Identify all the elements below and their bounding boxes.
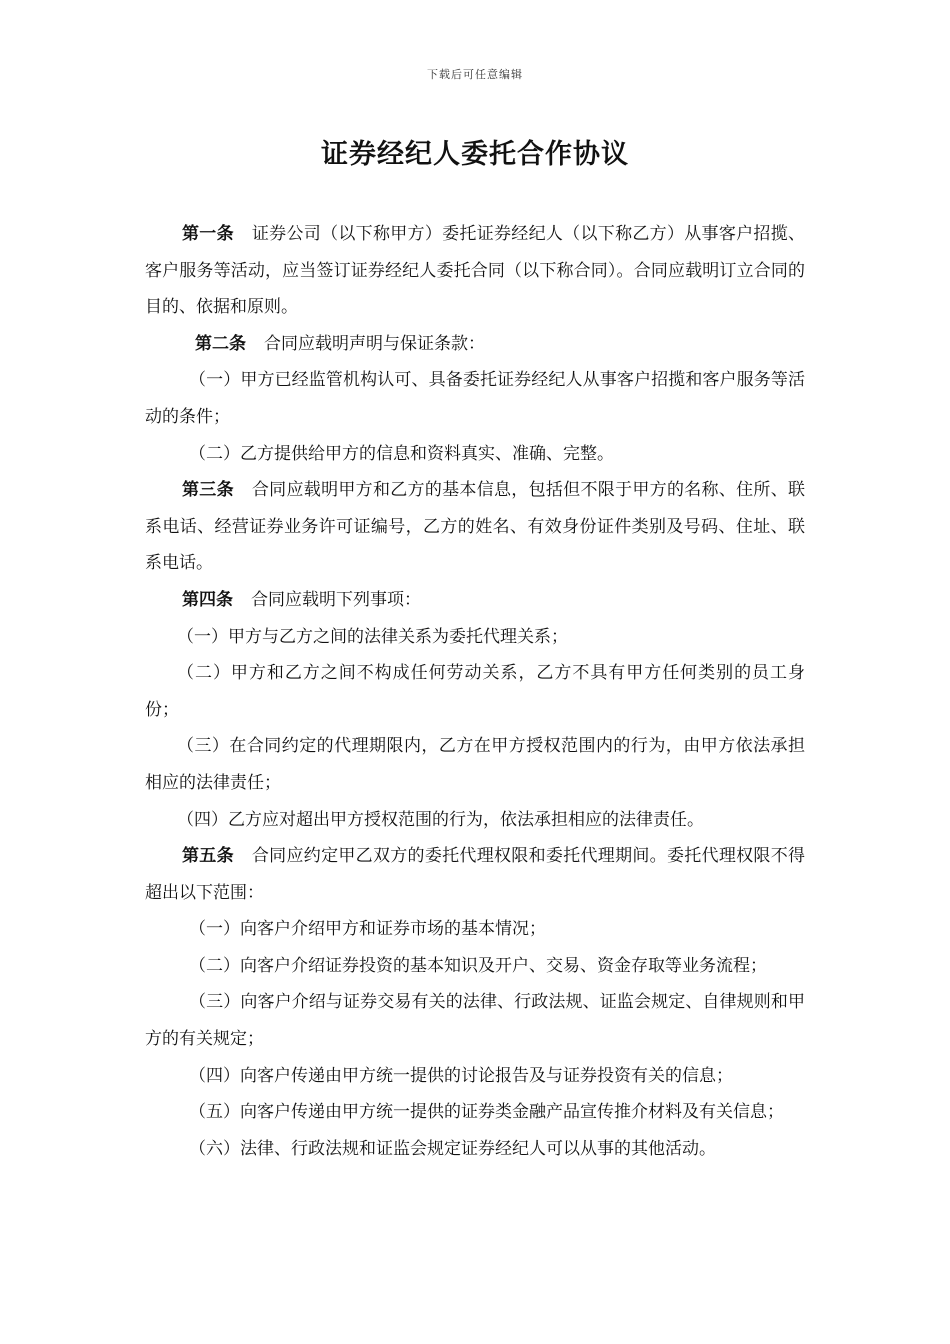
header-note: 下载后可任意编辑 xyxy=(427,68,523,81)
list-item xyxy=(145,655,805,728)
list-item xyxy=(145,948,805,985)
paragraph-text: （一）向客户介绍甲方和证券市场的基本情况； xyxy=(189,919,546,940)
article-paragraph xyxy=(145,838,805,911)
paragraph-text: （一）甲方已经监管机构认可、具备委托证券经纪人从事客户招揽和客户服务等活动的条件； xyxy=(145,370,805,427)
paragraph-text: 合同应载明下列事项： xyxy=(251,589,421,610)
paragraph-text: （三）向客户介绍与证券交易有关的法律、行政法规、证监会规定、自律规则和甲方的有关规定； xyxy=(145,992,805,1050)
article-label: 第五条 xyxy=(182,846,234,867)
document-body xyxy=(145,216,805,1167)
list-item xyxy=(145,436,805,473)
article-label: 第三条 xyxy=(182,480,234,501)
list-item xyxy=(145,1094,805,1131)
article-paragraph xyxy=(145,326,805,363)
article-label: 第一条 xyxy=(182,224,234,244)
paragraph-text: （五）向客户传递由甲方统一提供的证券类金融产品宣传推介材料及有关信息； xyxy=(189,1102,784,1123)
paragraph-text: 合同应载明甲方和乙方的基本信息，包括但不限于甲方的名称、住所、联系电话、经营证券业务许可证编号，乙方的姓名、有效身份证件类别及号码、住址、联系电话。 xyxy=(145,480,806,574)
paragraph-text: 合同应载明声明与保证条款： xyxy=(264,333,485,354)
list-item xyxy=(145,728,805,801)
list-item xyxy=(145,362,805,435)
list-item xyxy=(145,1058,805,1095)
list-item xyxy=(145,1131,805,1168)
article-paragraph xyxy=(145,582,805,619)
paragraph-text: 证券公司（以下称甲方）委托证券经纪人（以下称乙方）从事客户招揽、客户服务等活动，应当签订证券经纪人委托合同（以下称合同）。合同应载明订立合同的目的、依据和原则。 xyxy=(145,224,806,318)
document-title: 证券经纪人委托合作协议 xyxy=(321,139,629,170)
paragraph-text: （一）甲方与乙方之间的法律关系为委托代理关系； xyxy=(177,626,568,647)
article-label: 第四条 xyxy=(182,589,233,610)
paragraph-text: （二）向客户介绍证券投资的基本知识及开户、交易、资金存取等业务流程； xyxy=(189,955,767,976)
list-item xyxy=(145,984,805,1057)
paragraph-text: （四）向客户传递由甲方统一提供的讨论报告及与证券投资有关的信息； xyxy=(189,1065,733,1086)
paragraph-text: 合同应约定甲乙双方的委托代理权限和委托代理期间。委托代理权限不得超出以下范围： xyxy=(145,846,806,903)
paragraph-text: （二）乙方提供给甲方的信息和资料真实、准确、完整。 xyxy=(189,443,614,464)
list-item xyxy=(145,802,805,839)
paragraph-text: （六）法律、行政法规和证监会规定证券经纪人可以从事的其他活动。 xyxy=(189,1138,716,1159)
paragraph-text: （四）乙方应对超出甲方授权范围的行为，依法承担相应的法律责任。 xyxy=(177,809,704,830)
list-item xyxy=(145,619,805,656)
paragraph-text: （二）甲方和乙方之间不构成任何劳动关系，乙方不具有甲方任何类别的员工身份； xyxy=(145,663,805,720)
article-paragraph xyxy=(145,216,805,326)
article-label: 第二条 xyxy=(195,333,246,354)
article-paragraph xyxy=(145,472,805,582)
list-item xyxy=(145,911,805,948)
paragraph-text: （三）在合同约定的代理期限内，乙方在甲方授权范围内的行为，由甲方依法承担相应的法律责任； xyxy=(145,736,805,793)
